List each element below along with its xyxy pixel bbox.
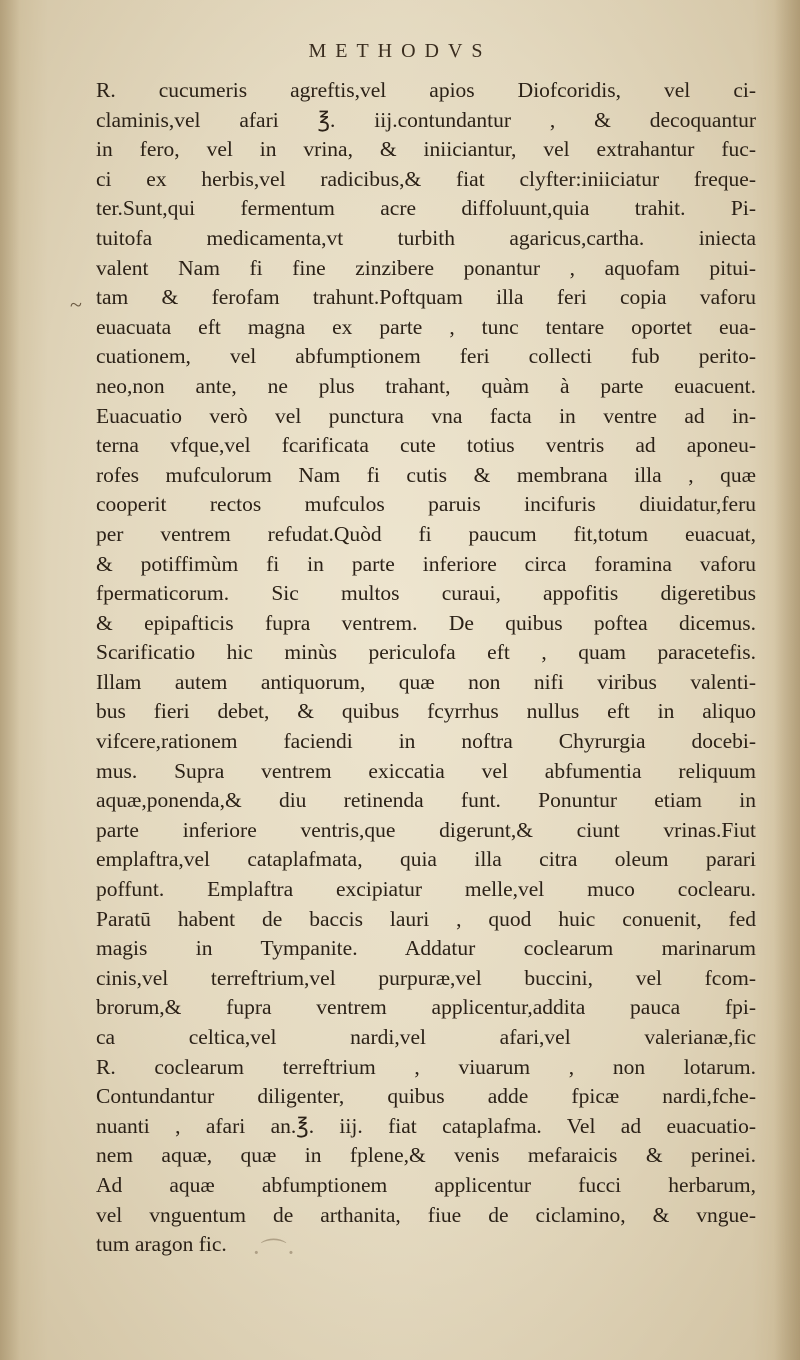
text-line: fpermaticorum. Sic multos curaui, appofitis digeretibus [96, 581, 756, 606]
text-line: valent Nam fi fine zinzibere ponantur , aquofam pitui- [96, 255, 756, 280]
text-line: emplaftra,vel cataplafmata, quia illa citra oleum parari [96, 847, 756, 872]
text-line: Illam autem antiquorum, quæ non nifi viribus valenti- [96, 669, 756, 694]
text-line: ter.Sunt,qui fermentum acre diffoluunt,quia trahit. Pi- [96, 196, 756, 221]
text-line: cuationem, vel abfumptionem feri collecti fub perito- [96, 344, 756, 369]
text-line: claminis,vel afari ℥. iij.contundantur , & decoquantur [96, 107, 756, 132]
text-line: ci ex herbis,vel radicibus,& fiat clyfter:iniiciatur freque- [96, 166, 756, 191]
text-line: nem aquæ, quæ in fplene,& venis mefaraicis & perinei. [96, 1143, 756, 1168]
text-line: R. coclearum terreftrium , viuarum , non lotarum. [96, 1054, 756, 1079]
page-edge-right [774, 0, 800, 1360]
text-line: poffunt. Emplaftra excipiatur melle,vel muco coclearu. [96, 877, 756, 902]
text-line: nuanti , afari an.℥. iij. fiat cataplafma. Vel ad euacuatio- [96, 1113, 756, 1138]
margin-mark: ~ [70, 292, 82, 317]
running-head: METHODVS [308, 40, 492, 62]
text-line: magis in Tympanite. Addatur coclearum marinarum [96, 936, 756, 961]
body-text [96, 76, 756, 1260]
text-line: tam & ferofam trahunt.Poftquam illa feri copia vaforu [96, 285, 756, 310]
page-edge-left [0, 0, 20, 1360]
text-line: euacuata eft magna ex parte , tunc tentare oportet eua- [96, 314, 756, 339]
text-line: brorum,& fupra ventrem applicentur,addita pauca fpi- [96, 995, 756, 1020]
text-line: parte inferiore ventris,que digerunt,& ciunt vrinas.Fiut [96, 817, 756, 842]
stray-mark: ·⌒· [252, 1238, 296, 1267]
text-line: vel vnguentum de arthanita, fiue de ciclamino, & vngue- [96, 1202, 756, 1227]
text-line: aquæ,ponenda,& diu retinenda funt. Ponuntur etiam in [96, 788, 756, 813]
text-line: tuitofa medicamenta,vt turbith agaricus,cartha. iniecta [96, 225, 756, 250]
text-line: terna vfque,vel fcarificata cute totius ventris ad aponeu- [96, 433, 756, 458]
text-line: tum aragon fic. [96, 1232, 227, 1257]
text-line: Ad aquæ abfumptionem applicentur fucci herbarum, [96, 1172, 756, 1197]
text-line: R. cucumeris agreftis,vel apios Diofcoridis, vel ci- [96, 78, 756, 102]
text-line: Euacuatio verò vel punctura vna facta in ventre ad in- [96, 403, 756, 428]
text-line: mus. Supra ventrem exiccatia vel abfumentia reliquum [96, 758, 756, 783]
text-line: & potiffimùm fi in parte inferiore circa foramina vaforu [96, 551, 756, 576]
text-line: bus fieri debet, & quibus fcyrrhus nullus eft in aliquo [96, 699, 756, 724]
text-line: neo,non ante, ne plus trahant, quàm à parte euacuent. [96, 373, 756, 398]
text-line: cooperit rectos mufculos paruis incifuris diuidatur,feru [96, 492, 756, 517]
text-line: Contundantur diligenter, quibus adde fpicæ nardi,fche- [96, 1084, 756, 1109]
text-line: rofes mufculorum Nam fi cutis & membrana illa , quæ [96, 462, 756, 487]
text-line: cinis,vel terreftrium,vel purpuræ,vel buccini, vel fcom- [96, 965, 756, 990]
text-line: ca celtica,vel nardi,vel afari,vel valerianæ,fic [96, 1025, 756, 1049]
text-line: vifcere,rationem faciendi in noftra Chyrurgia docebi- [96, 729, 756, 754]
text-line: & epipafticis fupra ventrem. De quibus poftea dicemus. [96, 610, 756, 635]
text-line: per ventrem refudat.Quòd fi paucum fit,totum euacuat, [96, 521, 756, 546]
text-line: Paratū habent de baccis lauri , quod huic conuenit, fed [96, 906, 756, 931]
text-line: in fero, vel in vrina, & iniiciantur, vel extrahantur fuc- [96, 137, 756, 162]
text-line: Scarificatio hic minùs periculofa eft , quam paracetefis. [96, 640, 756, 665]
